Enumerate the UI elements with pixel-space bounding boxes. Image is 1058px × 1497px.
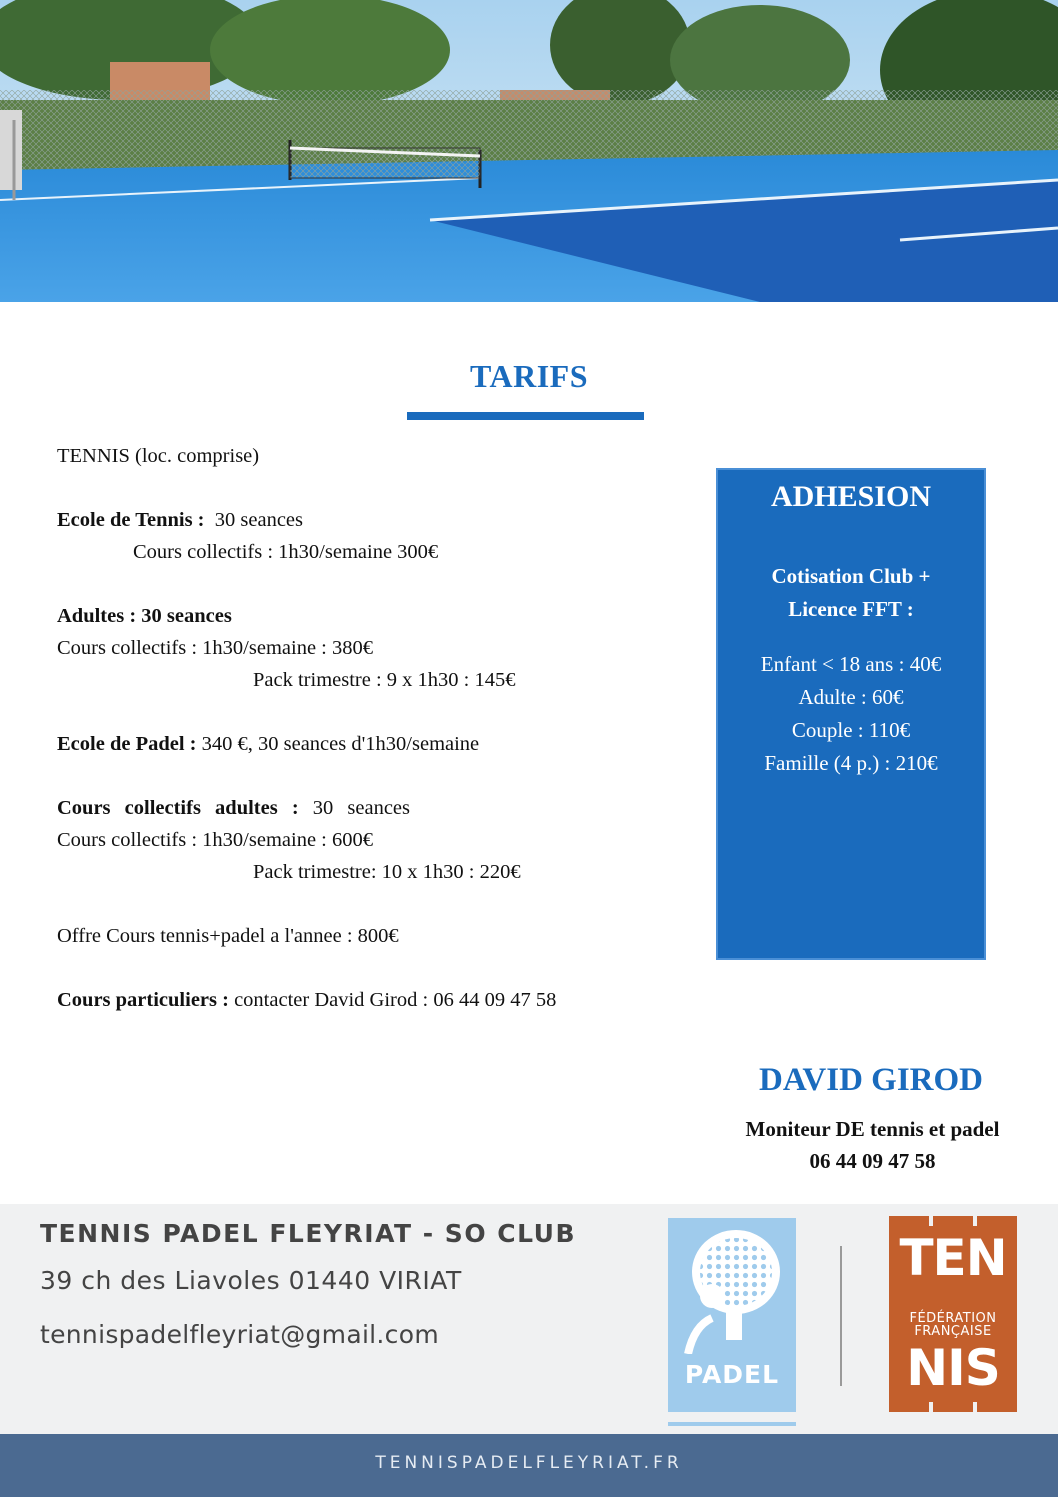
cours-coll-adultes-label: Cours collectifs adultes :	[57, 797, 299, 819]
tennis-intro: TENNIS (loc. comprise)	[57, 445, 260, 467]
adhesion-box	[716, 468, 986, 960]
adhesion-item: Famille (4 p.) : 210€	[764, 751, 938, 775]
ecole-padel-line	[57, 728, 717, 760]
adhesion-item: Enfant < 18 ans : 40€	[760, 652, 942, 676]
pricing-list	[57, 440, 717, 1016]
fft-tennis-logo	[889, 1216, 1017, 1412]
particuliers-value: contacter David Girod : 06 44 09 47 58	[234, 989, 557, 1011]
ecole-padel-label: Ecole de Padel :	[57, 733, 197, 755]
padel-logo	[668, 1218, 796, 1412]
cours-coll-adultes-value: 30 seances	[312, 797, 411, 819]
fft-logo-middle	[889, 1312, 1017, 1338]
particuliers-line	[57, 984, 717, 1016]
fft-logo-mid2: FRANÇAISE	[914, 1324, 992, 1339]
fft-logo-bottom: NIS	[906, 1339, 1000, 1397]
website-link[interactable]: TENNISPADELFLEYRIAT.FR	[375, 1453, 683, 1473]
title-underline	[407, 412, 644, 420]
ecole-tennis-cours: Cours collectifs : 1h30/semaine 300€	[133, 541, 439, 563]
cours-coll-adultes-cours: Cours collectifs : 1h30/semaine : 600€	[57, 829, 373, 851]
coach-info	[700, 1113, 1045, 1177]
page-title: TARIFS	[470, 358, 588, 394]
adultes-pack: Pack trimestre : 9 x 1h30 : 145€	[253, 669, 516, 691]
tennis-courts-illustration	[0, 0, 1058, 302]
adhesion-subtitle-line1: Cotisation Club +	[771, 564, 931, 588]
offre-line: Offre Cours tennis+padel a l'annee : 800€	[57, 925, 399, 947]
hero-photo	[0, 0, 1058, 302]
adhesion-title: ADHESION	[770, 480, 932, 513]
club-address: 39 ch des Liavoles 01440 VIRIAT	[40, 1266, 462, 1295]
adhesion-item: Couple : 110€	[791, 718, 911, 742]
coach-name: DAVID GIROD	[758, 1062, 983, 1098]
padel-logo-text: PADEL	[684, 1360, 780, 1389]
ecole-tennis-value: 30 seances	[214, 509, 303, 531]
footer	[0, 1204, 1058, 1434]
fft-logo-mid1: FÉDÉRATION	[909, 1311, 997, 1326]
logo-divider	[840, 1246, 842, 1386]
adhesion-subtitle	[718, 560, 984, 626]
club-name: TENNIS PADEL FLEYRIAT - SO CLUB	[40, 1219, 577, 1248]
adhesion-price-list	[718, 648, 984, 780]
fft-logo-top: TEN	[899, 1229, 1007, 1287]
adultes-cours: Cours collectifs : 1h30/semaine : 380€	[57, 637, 373, 659]
coach-role: Moniteur DE tennis et padel	[745, 1117, 1000, 1141]
ecole-padel-value: 340 €, 30 seances d'1h30/semaine	[201, 733, 480, 755]
ecole-tennis-label: Ecole de Tennis :	[57, 509, 205, 531]
coach-phone[interactable]: 06 44 09 47 58	[809, 1149, 936, 1173]
cours-coll-adultes-pack: Pack trimestre: 10 x 1h30 : 220€	[253, 861, 521, 883]
ecole-tennis-line	[57, 504, 717, 536]
club-email[interactable]: tennispadelfleyriat@gmail.com	[40, 1320, 439, 1349]
adhesion-subtitle-line2: Licence FFT :	[788, 597, 914, 621]
particuliers-label: Cours particuliers :	[57, 989, 229, 1011]
adultes-label: Adultes : 30 seances	[57, 605, 232, 627]
padel-racket-icon	[678, 1226, 786, 1354]
cours-coll-adultes-line	[57, 792, 717, 824]
adhesion-item: Adulte : 60€	[798, 685, 904, 709]
website-bar	[0, 1434, 1058, 1497]
